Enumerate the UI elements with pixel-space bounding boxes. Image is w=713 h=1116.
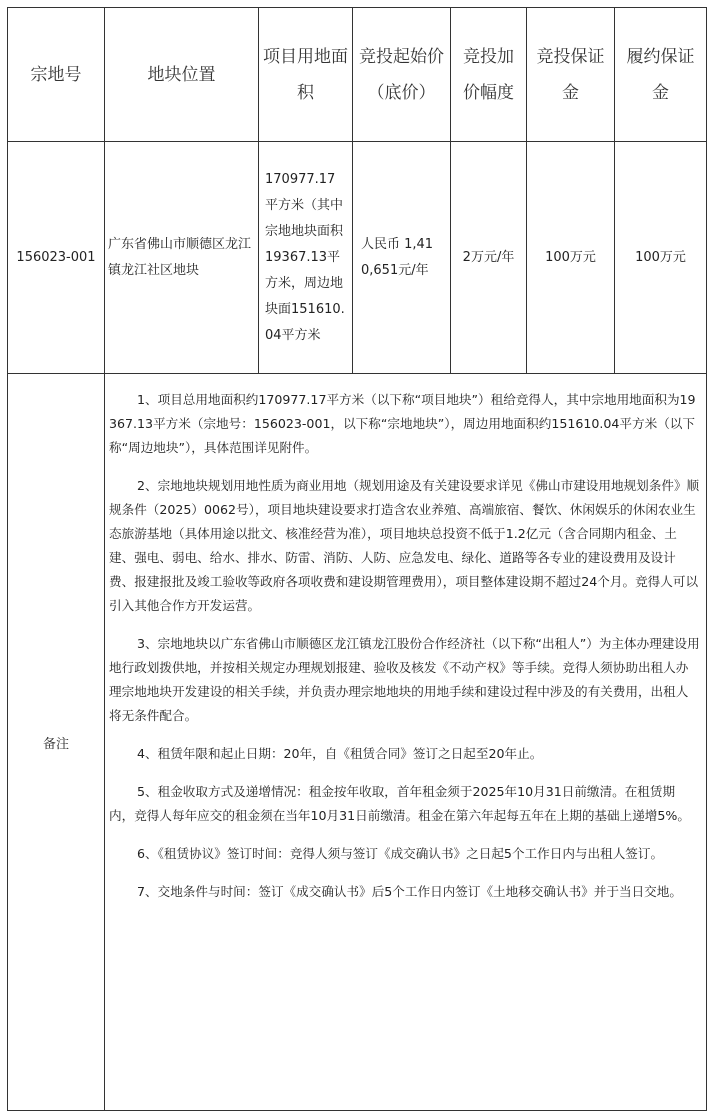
header-location: 地块位置 — [105, 8, 259, 142]
cell-start-price: 人民币 1,410,651元/年 — [353, 142, 451, 374]
remark-item-4: 4、租赁年限和起止日期：20年，自《租赁合同》签订之日起至20年止。 — [137, 746, 543, 761]
header-performance-deposit: 履约保证金 — [615, 8, 707, 142]
cell-location: 广东省佛山市顺德区龙江镇龙江社区地块 — [105, 142, 259, 374]
cell-deposit: 100万元 — [527, 142, 615, 374]
header-increment: 竞投加价幅度 — [451, 8, 527, 142]
remarks-label: 备注 — [8, 374, 105, 1111]
remark-item-7: 7、交地条件与时间：签订《成交确认书》后5个工作日内签订《土地移交确认书》并于当日交地。 — [137, 884, 682, 899]
remark-item-2: 2、宗地地块规划用地性质为商业用地（规划用途及有关建设要求详见《佛山市建设用地规划条件》顺规条件（2025）0062号），项目地块建设要求打造含农业养殖、高端旅宿、餐饮、休闲娱乐的休闲农业生态旅游基地（具体用途以批文、核准经营为准），项目地块总投资不低于1.2亿元（含合同期内租金、土建、强电、弱电、给水、排水、防雷、消防、人防、应急发电、绿化、道路等各专业的建设费用及设计费、报建报批及竣工验收等政府各项收费和建设期管理费用），项目整体建设期不超过24个月。竞得人可以引入其他合作方开发运营。 — [109, 478, 700, 613]
cell-performance-deposit: 100万元 — [615, 142, 707, 374]
remark-item-3: 3、宗地地块以广东省佛山市顺德区龙江镇龙江股份合作经济社（以下称“出租人”）为主体办理建设用地行政划拨供地，并按相关规定办理规划报建、验收及核发《不动产权》等手续。竞得人须协助出租人办理宗地地块开发建设的相关手续，并负责办理宗地地块的用地手续和建设过程中涉及的有关费用，出租人将无条件配合。 — [109, 636, 700, 723]
cell-increment: 2万元/年 — [451, 142, 527, 374]
remark-item-6: 6、《租赁协议》签订时间：竞得人须与签订《成交确认书》之日起5个工作日内与出租人签订。 — [137, 846, 664, 861]
header-row — [8, 8, 707, 142]
header-area: 项目用地面积 — [259, 8, 353, 142]
remark-item-1: 1、项目总用地面积约170977.17平方米（以下称“项目地块”）租给竞得人，其中宗地用地面积为19367.13平方米（宗地号：156023-001，以下称“宗地地块”），周边用地面积约151610.04平方米（以下称“周边地块”），具体范围详见附件。 — [109, 392, 696, 455]
header-parcel-no: 宗地号 — [8, 8, 105, 142]
parcel-row — [8, 142, 707, 374]
remarks-row — [8, 374, 707, 1111]
cell-parcel-no: 156023-001 — [8, 142, 105, 374]
cell-area: 170977.17平方米（其中宗地地块面积19367.13平方米，周边地块面151610.04平方米 — [259, 142, 353, 374]
header-start-price: 竞投起始价（底价） — [353, 8, 451, 142]
land-lease-table — [7, 7, 707, 1111]
remarks-content — [105, 374, 707, 1111]
header-deposit: 竞投保证金 — [527, 8, 615, 142]
remark-item-5: 5、租金收取方式及递增情况：租金按年收取，首年租金须于2025年10月31日前缴清。在租赁期内，竞得人每年应交的租金须在当年10月31日前缴清。租金在第六年起每五年在上期的基础上递增5%。 — [109, 784, 690, 823]
